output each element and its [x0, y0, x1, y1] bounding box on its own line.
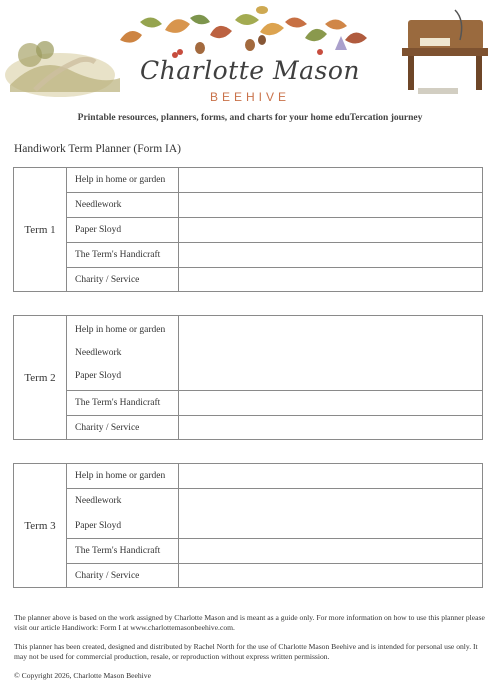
row-label: The Term's Handicraft — [67, 243, 179, 267]
planner-row — [67, 316, 482, 391]
row-label: Charity / Service — [67, 268, 179, 292]
brand-subtitle: BEEHIVE — [209, 90, 291, 104]
planner-row — [67, 489, 482, 539]
write-in-field[interactable] — [179, 168, 482, 192]
row-label-text: Needlework — [75, 347, 122, 358]
row-label: Charity / Service — [67, 416, 179, 440]
planner-row — [67, 268, 482, 292]
row-label-text: Help in home or garden — [75, 324, 166, 335]
planner-row — [67, 193, 482, 218]
row-label: Paper Sloyd — [67, 218, 179, 242]
write-in-field[interactable] — [179, 564, 482, 588]
planner-row — [67, 464, 482, 489]
planner-row — [67, 539, 482, 564]
footer-note-1: The planner above is based on the work assigned by Charlotte Mason and is meant as a guide only. For more information on how to use this planner please visit our article Handiwork: Form I at www.charlottemasonbeehive.com. — [14, 613, 485, 632]
row-label-text: Paper Sloyd — [75, 371, 122, 382]
write-in-field[interactable] — [179, 539, 482, 563]
write-in-field[interactable] — [179, 391, 482, 415]
row-label-text: Needlework — [75, 496, 122, 507]
term-label: Term 3 — [14, 464, 67, 587]
planner-row — [67, 416, 482, 440]
write-in-field[interactable] — [179, 218, 482, 242]
write-in-field[interactable] — [179, 489, 482, 538]
planner-row — [67, 243, 482, 268]
write-in-field[interactable] — [179, 316, 482, 390]
brand-name: Charlotte Mason — [140, 56, 360, 85]
write-in-field[interactable] — [179, 243, 482, 267]
term-label: Term 1 — [14, 168, 67, 291]
row-label: Help in home or garden — [67, 464, 179, 488]
copyright: © Copyright 2026, Charlotte Mason Beehive — [14, 671, 151, 680]
footer-note-2: This planner has been created, designed and distributed by Rachel North for the use of Charlotte Mason Beehive and is intended for personal use only. It may not be used for commercial production, resale, or reproduction without express written permission. — [14, 642, 478, 661]
row-label: Charity / Service — [67, 564, 179, 588]
row-label: The Term's Handicraft — [67, 539, 179, 563]
planner-row — [67, 391, 482, 416]
row-label: Help in home or garden — [67, 168, 179, 192]
row-label-text: Paper Sloyd — [75, 520, 122, 531]
planner-row — [67, 564, 482, 588]
planner-row — [67, 218, 482, 243]
planner-row — [67, 168, 482, 193]
row-label — [67, 489, 179, 538]
term-table-3 — [13, 463, 483, 588]
header-banner — [0, 0, 500, 110]
tagline: Printable resources, planners, forms, and charts for your home eduTercation journey — [77, 113, 423, 123]
write-in-field[interactable] — [179, 268, 482, 292]
row-label: The Term's Handicraft — [67, 391, 179, 415]
term-table-2 — [13, 315, 483, 440]
page-title: Handiwork Term Planner (Form IA) — [14, 143, 181, 155]
write-in-field[interactable] — [179, 193, 482, 217]
term-label: Term 2 — [14, 316, 67, 439]
write-in-field[interactable] — [179, 416, 482, 440]
write-in-field[interactable] — [179, 464, 482, 488]
row-label: Needlework — [67, 193, 179, 217]
row-label — [67, 316, 179, 390]
term-table-1 — [13, 167, 483, 292]
